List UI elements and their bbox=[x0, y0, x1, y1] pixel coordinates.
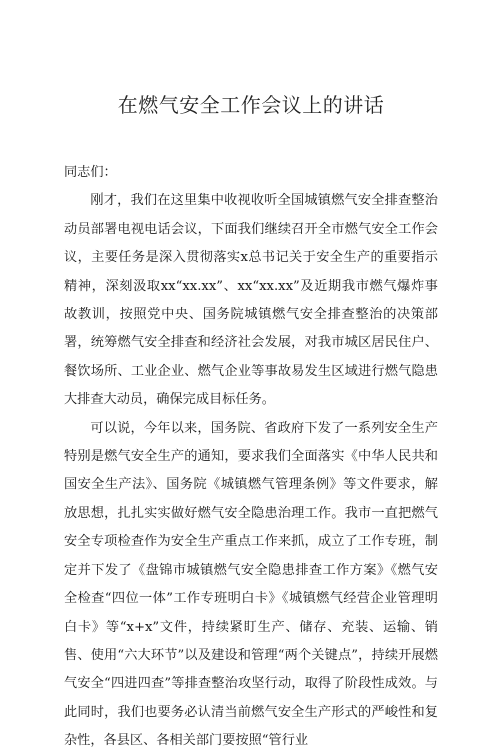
paragraph-2: 可以说，今年以来，国务院、省政府下发了一系列安全生产特别是燃气安全生产的通知，要求我们全面落实《中华人民共和国安全生产法》、国务院《城镇燃气管理条例》等文件要求，解放思想，扎扎实实做好燃气安全隐患治理工作。我市一直把燃气安全专项检查作为安全生产重点工作来抓，成立了工作专班，制定并下发了《盘锦市城镇燃气安全隐患排查工作方案》《燃气安全检查“四位一体”工作专班明白卡》《城镇燃气经营企业管理明白卡》等“x+x”文件，持续紧盯生产、储存、充装、运输、销售、使用“六大环节”以及建设和管理“两个关键点”，持续开展燃气安全“四进四查”等排查整治攻坚行动，取得了阶段性成效。与此同时，我们也要务必认清当前燃气安全生产形式的严峻性和复杂性，各县区、各相关部门要按照“管行业 bbox=[64, 420, 438, 749]
document-title: 在燃气安全工作会议上的讲话 bbox=[117, 93, 385, 117]
paragraph-1: 刚才，我们在这里集中收视收听全国城镇燃气安全排查整治动员部署电视电话会议，下面我们继续召开全市燃气安全工作会议，主要任务是深入贯彻落实x总书记关于安全生产的重要指示精神，深刻汲取xx“xx.xx”、xx“xx.xx”及近期我市燃气爆炸事故教训，按照党中央、国务院城镇燃气安全排查整治的决策部署，统筹燃气安全排查和经济社会发展，对我市城区居民住户、餐饮场所、工业企业、燃气企业等事故易发生区域进行燃气隐患大排查大动员，确保完成目标任务。 bbox=[64, 193, 438, 408]
salutation: 同志们： bbox=[64, 165, 117, 180]
